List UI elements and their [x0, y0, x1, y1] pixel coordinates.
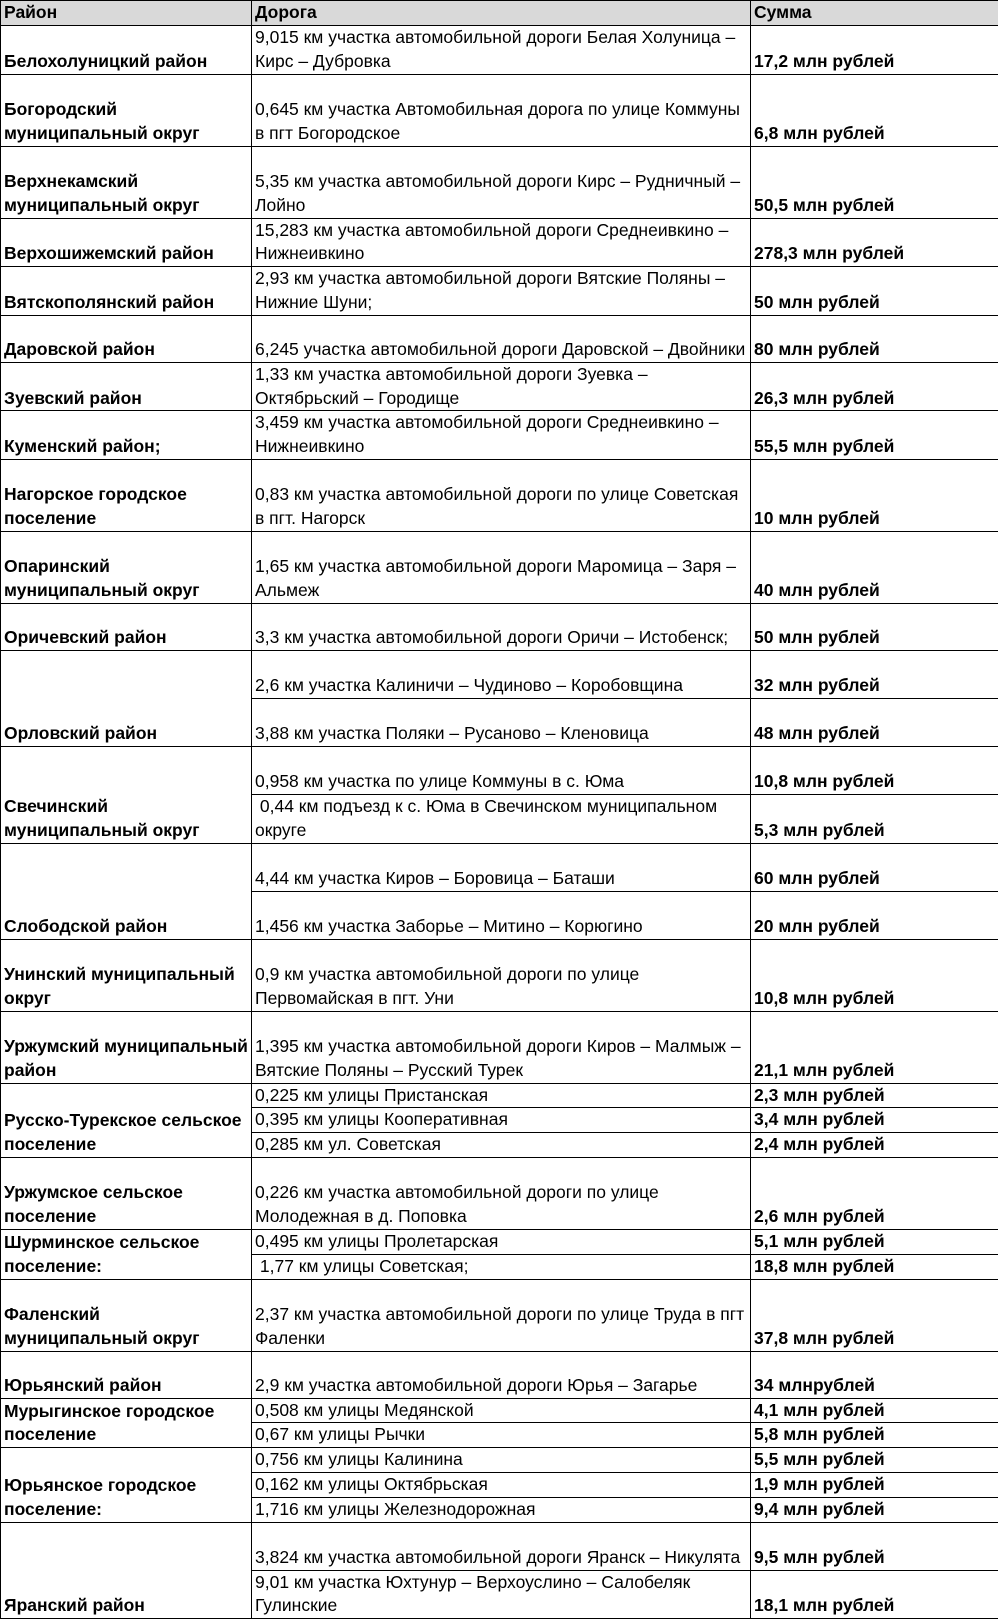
table-row	[1, 362, 998, 411]
road-cell: 2,37 км участка автомобильной дороги по улице Труда в пгт Фаленки	[252, 1279, 751, 1351]
road-cell: 2,9 км участка автомобильной дороги Юрья – Загарье	[252, 1351, 751, 1398]
sum-cell: 18,1 млн рублей	[751, 1570, 998, 1619]
table-row	[1, 1398, 998, 1423]
table-row	[1, 1448, 998, 1473]
table-row	[1, 218, 998, 267]
sum-cell: 3,4 млн рублей	[751, 1108, 998, 1133]
sum-cell: 40 млн рублей	[751, 531, 998, 603]
road-cell: 0,226 км участка автомобильной дороги по улице Молодежная в д. Поповка	[252, 1157, 751, 1229]
sum-cell: 9,4 млн рублей	[751, 1497, 998, 1522]
sum-cell: 10 млн рублей	[751, 459, 998, 531]
table-row	[1, 650, 998, 698]
road-cell: 0,958 км участка по улице Коммуны в с. Юма	[252, 746, 751, 794]
sum-cell: 60 млн рублей	[751, 843, 998, 891]
road-cell: 1,65 км участка автомобильной дороги Маромица – Заря – Альмеж	[252, 531, 751, 603]
sum-cell: 4,1 млн рублей	[751, 1398, 998, 1423]
road-cell: 1,456 км участка Заборье – Митино – Корюгино	[252, 891, 751, 939]
road-cell: 0,83 км участка автомобильной дороги по улице Советская в пгт. Нагорск	[252, 459, 751, 531]
road-cell: 2,93 км участка автомобильной дороги Вятские Поляны – Нижние Шуни;	[252, 267, 751, 316]
header-district: Район	[1, 1, 252, 26]
road-cell: 0,44 км подъезд к с. Юма в Свечинском муниципальном округе	[252, 794, 751, 843]
sum-cell: 50 млн рублей	[751, 603, 998, 650]
road-cell: 3,88 км участка Поляки – Русаново – Кленовица	[252, 698, 751, 746]
district-cell: Куменский район;	[1, 411, 252, 460]
district-cell: Уржумский муниципальный район	[1, 1011, 252, 1083]
road-cell: 1,77 км улицы Советская;	[252, 1254, 751, 1279]
road-cell: 0,508 км улицы Медянской	[252, 1398, 751, 1423]
road-cell: 9,015 км участка автомобильной дороги Белая Холуница – Кирс – Дубровка	[252, 26, 751, 75]
road-cell: 3,459 км участка автомобильной дороги Среднеивкино – Нижнеивкино	[252, 411, 751, 460]
road-cell: 15,283 км участка автомобильной дороги Среднеивкино – Нижнеивкино	[252, 218, 751, 267]
sum-cell: 2,4 млн рублей	[751, 1133, 998, 1158]
sum-cell: 55,5 млн рублей	[751, 411, 998, 460]
table-row	[1, 459, 998, 531]
district-cell: Мурыгинское городское поселение	[1, 1398, 252, 1448]
road-cell: 1,716 км улицы Железнодорожная	[252, 1497, 751, 1522]
road-cell: 3,3 км участка автомобильной дороги Оричи – Истобенск;	[252, 603, 751, 650]
table-row	[1, 1229, 998, 1254]
district-cell: Шурминское сельское поселение:	[1, 1229, 252, 1279]
road-cell: 0,495 км улицы Пролетарская	[252, 1229, 751, 1254]
sum-cell: 17,2 млн рублей	[751, 26, 998, 75]
table-row	[1, 411, 998, 460]
table-row	[1, 74, 998, 146]
sum-cell: 5,5 млн рублей	[751, 1448, 998, 1473]
road-cell: 5,35 км участка автомобильной дороги Кирс – Рудничный – Лойно	[252, 146, 751, 218]
sum-cell: 50,5 млн рублей	[751, 146, 998, 218]
road-cell: 0,395 км улицы Кооперативная	[252, 1108, 751, 1133]
sum-cell: 32 млн рублей	[751, 650, 998, 698]
district-cell: Верхнекамский муниципальный округ	[1, 146, 252, 218]
sum-cell: 48 млн рублей	[751, 698, 998, 746]
sum-cell: 278,3 млн рублей	[751, 218, 998, 267]
district-cell: Юрьянское городское поселение:	[1, 1448, 252, 1522]
district-cell: Русско-Турекское сельское поселение	[1, 1083, 252, 1157]
road-cell: 6,245 участка автомобильной дороги Даровской – Двойники	[252, 315, 751, 362]
road-cell: 0,67 км улицы Рычки	[252, 1423, 751, 1448]
table-row	[1, 939, 998, 1011]
road-cell: 3,824 км участка автомобильной дороги Яранск – Никулята	[252, 1522, 751, 1570]
table-row	[1, 1083, 998, 1108]
road-cell: 0,285 км ул. Советская	[252, 1133, 751, 1158]
district-cell: Фаленский муниципальный округ	[1, 1279, 252, 1351]
district-cell: Зуевский район	[1, 362, 252, 411]
district-cell: Орловский район	[1, 650, 252, 746]
road-cell: 0,9 км участка автомобильной дороги по улице Первомайская в пгт. Уни	[252, 939, 751, 1011]
table-row	[1, 1351, 998, 1398]
road-cell: 9,01 км участка Юхтунур – Верхоуслино – Салобеляк Гулинские	[252, 1570, 751, 1619]
district-cell: Нагорское городское поселение	[1, 459, 252, 531]
header-road: Дорога	[252, 1, 751, 26]
road-cell: 4,44 км участка Киров – Боровица – Баташи	[252, 843, 751, 891]
table-row	[1, 315, 998, 362]
district-cell: Уржумское сельское поселение	[1, 1157, 252, 1229]
sum-cell: 20 млн рублей	[751, 891, 998, 939]
table-row	[1, 1279, 998, 1351]
table-body	[1, 26, 998, 1619]
district-cell: Свечинский муниципальный округ	[1, 746, 252, 843]
road-cell: 1,33 км участка автомобильной дороги Зуевка – Октябрьский – Городище	[252, 362, 751, 411]
road-cell: 1,395 км участка автомобильной дороги Киров – Малмыж – Вятские Поляны – Русский Турек	[252, 1011, 751, 1083]
district-cell: Белохолуницкий район	[1, 26, 252, 75]
sum-cell: 1,9 млн рублей	[751, 1472, 998, 1497]
table-row	[1, 843, 998, 891]
sum-cell: 5,1 млн рублей	[751, 1229, 998, 1254]
sum-cell: 9,5 млн рублей	[751, 1522, 998, 1570]
district-cell: Юрьянский район	[1, 1351, 252, 1398]
district-cell: Верхошижемский район	[1, 218, 252, 267]
road-cell: 2,6 км участка Калиничи – Чудиново – Коробовщина	[252, 650, 751, 698]
header-row	[1, 1, 998, 26]
table-row	[1, 267, 998, 316]
sum-cell: 80 млн рублей	[751, 315, 998, 362]
sum-cell: 18,8 млн рублей	[751, 1254, 998, 1279]
table-row	[1, 1522, 998, 1570]
sum-cell: 10,8 млн рублей	[751, 939, 998, 1011]
road-cell: 0,225 км улицы Пристанская	[252, 1083, 751, 1108]
sum-cell: 10,8 млн рублей	[751, 746, 998, 794]
sum-cell: 5,3 млн рублей	[751, 794, 998, 843]
sum-cell: 2,6 млн рублей	[751, 1157, 998, 1229]
table-row	[1, 1011, 998, 1083]
road-cell: 0,756 км улицы Калинина	[252, 1448, 751, 1473]
sum-cell: 5,8 млн рублей	[751, 1423, 998, 1448]
district-cell: Унинский муниципальный округ	[1, 939, 252, 1011]
table-row	[1, 531, 998, 603]
sum-cell: 6,8 млн рублей	[751, 74, 998, 146]
sum-cell: 34 млнрублей	[751, 1351, 998, 1398]
district-cell: Слободской район	[1, 843, 252, 939]
sum-cell: 2,3 млн рублей	[751, 1083, 998, 1108]
district-cell: Даровской район	[1, 315, 252, 362]
district-cell: Вятскополянский район	[1, 267, 252, 316]
table-row	[1, 1157, 998, 1229]
road-cell: 0,645 км участка Автомобильная дорога по улице Коммуны в пгт Богородское	[252, 74, 751, 146]
district-cell: Богородский муниципальный округ	[1, 74, 252, 146]
sum-cell: 26,3 млн рублей	[751, 362, 998, 411]
sum-cell: 21,1 млн рублей	[751, 1011, 998, 1083]
sum-cell: 50 млн рублей	[751, 267, 998, 316]
table-row	[1, 746, 998, 794]
district-cell: Яранский район	[1, 1522, 252, 1619]
district-cell: Опаринский муниципальный округ	[1, 531, 252, 603]
header-sum: Сумма	[751, 1, 998, 26]
table-row	[1, 146, 998, 218]
road-cell: 0,162 км улицы Октябрьская	[252, 1472, 751, 1497]
table-row	[1, 26, 998, 75]
district-cell: Оричевский район	[1, 603, 252, 650]
sum-cell: 37,8 млн рублей	[751, 1279, 998, 1351]
table-row	[1, 603, 998, 650]
